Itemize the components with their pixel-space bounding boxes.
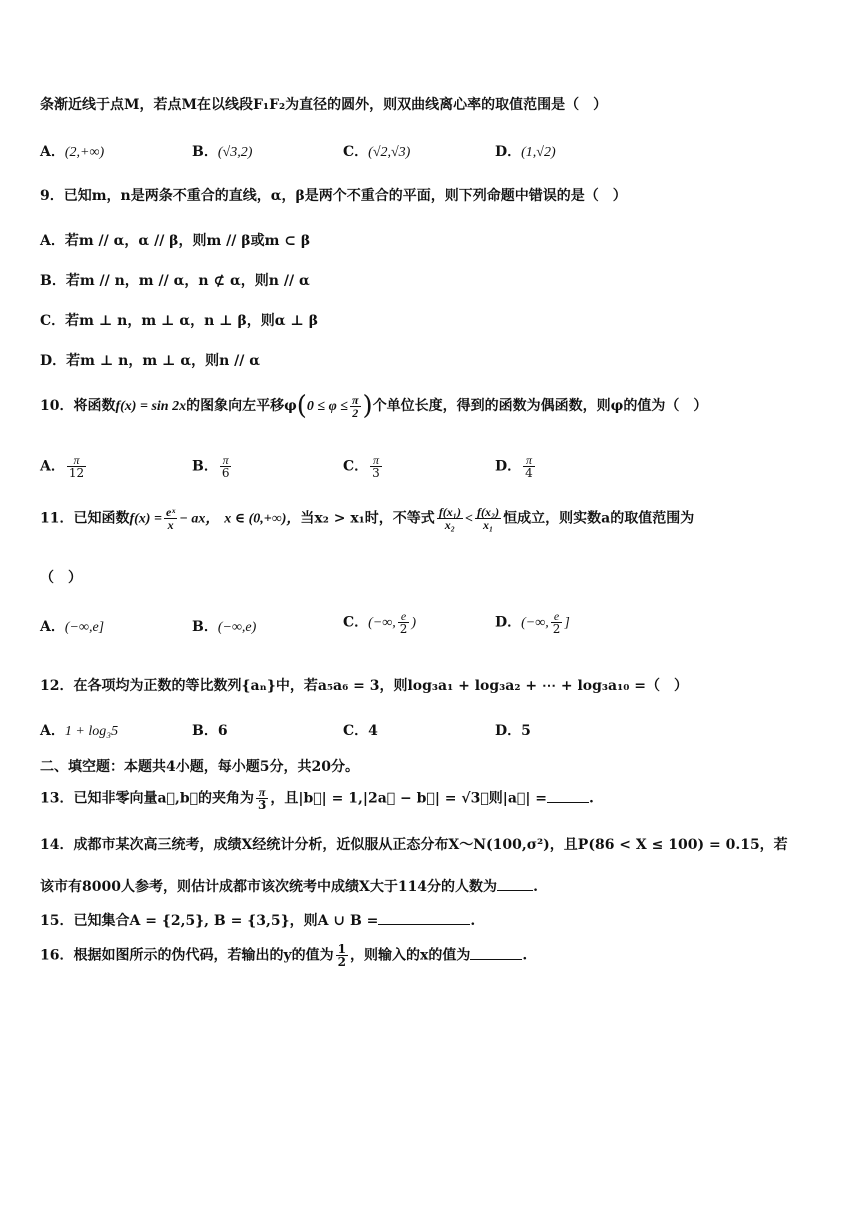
q8-stem: 条渐近线于点M，若点M在以线段F₁F₂为直径的圆外，则双曲线离心率的取值范围是（ ） <box>40 97 608 113</box>
q14-line1: 14．成都市某次高三统考，成绩X经统计分析，近似服从正态分布X～N(100,σ²)，且P(86 < X ≤ 100) = 0.15，若 <box>40 837 788 853</box>
q12-option-b: B．6 <box>192 723 228 739</box>
q11-option-a: A．(−∞,e] <box>40 619 105 635</box>
q10-stem: 10．将函数f(x) = sin 2x的图象向左平移φ(0 ≤ φ ≤ $\frac{\pi}{2}$ )个单位长度，得到的函数为偶函数，则φ的值为（ ） <box>40 391 708 421</box>
q9-option-a: A．若m // α，α // β，则m // β或m ⊂ β <box>40 233 311 249</box>
q10-option-d: D． $\frac{\pi}{4}$ <box>495 453 533 480</box>
q11-option-c: C．(−∞, $\frac{e}{2}$ ) <box>343 609 417 636</box>
q14-line2: 该市有8000人参考，则估计成都市该次统考中成绩X大于114分的人数为 . <box>40 879 538 895</box>
q12-option-d: D．5 <box>495 723 531 739</box>
q13-stem: 13．已知非零向量a⃗,b⃗的夹角为 $\frac{\pi}{3}$ ，且|b⃗| = 1,|2a⃗ − b⃗| = √3，则|a⃗| = . <box>40 785 594 812</box>
q8-option-d: D．(1,√2) <box>495 144 556 160</box>
q10-option-c: C． $\frac{\pi}{3}$ <box>343 453 380 480</box>
q13-answer-blank[interactable] <box>547 790 589 803</box>
q10-option-b: B． $\frac{\pi}{6}$ <box>192 453 230 480</box>
q12-option-c: C．4 <box>343 723 378 739</box>
q8-option-c: C．(√2,√3) <box>343 144 411 160</box>
q9-option-b: B．若m // n，m // α，n ⊄ α，则n // α <box>40 273 310 289</box>
q8-option-a: A．(2,+∞) <box>40 144 105 160</box>
q12-option-a: A．1 + log₃5 <box>40 723 119 739</box>
q9-option-d: D．若m ⊥ n，m ⊥ α，则n // α <box>40 353 261 369</box>
q16-answer-blank[interactable] <box>470 947 522 960</box>
q16-stem: 16．根据如图所示的伪代码，若输出的y的值为 $\frac{1}{2}$ ，则输入的x的值为 . <box>40 942 528 969</box>
q10-option-a: A． $\frac{\pi}{12}$ <box>40 453 85 480</box>
q9-option-c: C．若m ⊥ n，m ⊥ α，n ⊥ β，则α ⊥ β <box>40 313 319 329</box>
q15-stem: 15．已知集合A = {2,5}, B = {3,5}，则A ∪ B = . <box>40 913 476 929</box>
q11-stem: 11．已知函数f(x) = $\frac{\text{eˣ}}{x}$ − ax， x ∈ (0,+∞)，当x₂ > x₁时，不等式 $\frac{\text{f(x₁)}}{\text{x₂}}$ < $\frac{\text{f(x₂)}}{\text{x₁}}$ 恒成立，则实数a的取值范围为 <box>40 505 695 532</box>
q11-option-b: B．(−∞,e) <box>192 619 257 635</box>
q9-stem: 9．已知m，n是两条不重合的直线，α，β是两个不重合的平面，则下列命题中错误的是（ ） <box>40 188 627 204</box>
section-heading: 二、填空题：本题共4小题，每小题5分，共20分。 <box>40 759 359 775</box>
q11-answer-paren: （ ） <box>40 570 82 586</box>
q11-option-d: D．(−∞, $\frac{e}{2}$ ] <box>495 609 570 636</box>
q8-option-b: B．(√3,2) <box>192 144 253 160</box>
q12-stem: 12．在各项均为正数的等比数列{aₙ}中，若a₅a₆ = 3，则log₃a₁ + log₃a₂ + ⋯ + log₃a₁₀ =（ ） <box>40 678 688 694</box>
q15-answer-blank[interactable] <box>378 912 470 925</box>
q14-answer-blank[interactable] <box>497 878 533 891</box>
